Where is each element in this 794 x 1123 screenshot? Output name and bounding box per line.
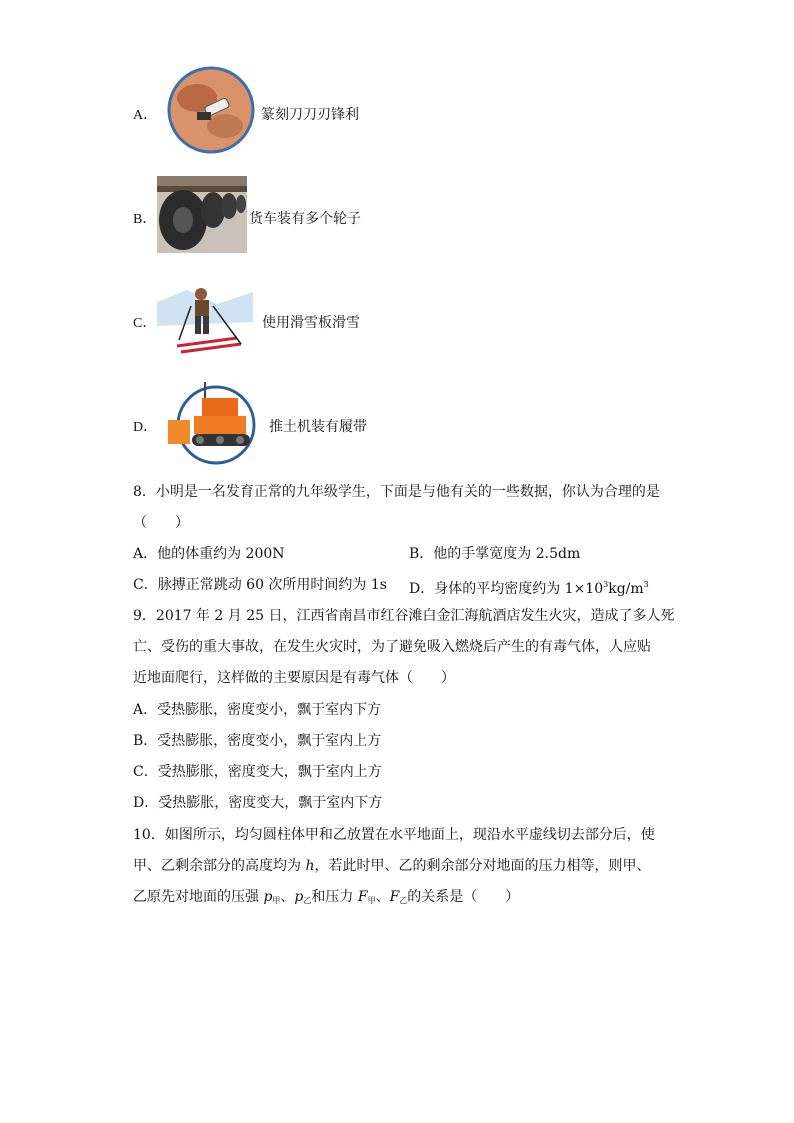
- q9-option-d: D．受热膨胀，密度变大，飘于室内下方: [133, 795, 383, 811]
- carving-knife-icon: [167, 66, 255, 154]
- q9-line-3: 近地面爬行，这样做的主要原因是有毒气体（ ）: [133, 670, 455, 686]
- option-c-letter: C．: [133, 316, 157, 331]
- q8-bracket: （ ）: [133, 515, 189, 531]
- option-a-letter: A．: [133, 108, 158, 123]
- q8-option-d: D．身体的平均密度约为 $1\times 10^3kg/m^3$: [409, 580, 649, 597]
- q10-line-1: 10．如图所示，均匀圆柱体甲和乙放置在水平地面上，现沿水平虚线切去部分后，使: [133, 827, 655, 843]
- option-b-letter: B．: [133, 212, 157, 227]
- q10-line-2: 甲、乙剩余部分的高度均为 h，若此时甲、乙的剩余部分对地面的压力相等，则甲、: [133, 858, 651, 874]
- q9-line-1: 9．2017 年 2 月 25 日，江西省南昌市红谷滩白金汇海航酒店发生火灾，造成了多人死: [133, 608, 675, 624]
- option-b-caption: 货车装有多个轮子: [249, 211, 361, 227]
- option-d-letter: D．: [133, 420, 158, 435]
- q9-option-c: C．受热膨胀，密度变大，飘于室内上方: [133, 764, 382, 780]
- truck-wheels-icon: [157, 176, 247, 253]
- bulldozer-icon: [164, 380, 264, 466]
- q8-option-b: B．他的手掌宽度为 2.5dm: [409, 546, 581, 562]
- q8-stem: 8．小明是一名发育正常的九年级学生，下面是与他有关的一些数据，你认为合理的是: [133, 484, 660, 500]
- q9-line-2: 亡、受伤的重大事故，在发生火灾时，为了避免吸入燃烧后产生的有毒气体，人应贴: [133, 639, 651, 655]
- skier-icon: [157, 282, 253, 358]
- q9-option-b: B．受热膨胀，密度变小，飘于室内上方: [133, 733, 382, 749]
- option-d-caption: 推土机装有履带: [269, 419, 367, 435]
- q8-option-c: C．脉搏正常跳动 60 次所用时间约为 1s: [133, 577, 387, 593]
- q8-option-a: A．他的体重约为 200N: [133, 546, 285, 562]
- option-c-caption: 使用滑雪板滑雪: [262, 315, 360, 331]
- q10-line-3: 乙原先对地面的压强 $p_甲$、$p_乙$和压力 $F_甲$、$F_乙$的关系是（ ）: [133, 889, 520, 905]
- option-a-caption: 篆刻刀刀刃锋利: [261, 107, 359, 123]
- q9-option-a: A．受热膨胀，密度变小，飘于室内下方: [133, 702, 382, 718]
